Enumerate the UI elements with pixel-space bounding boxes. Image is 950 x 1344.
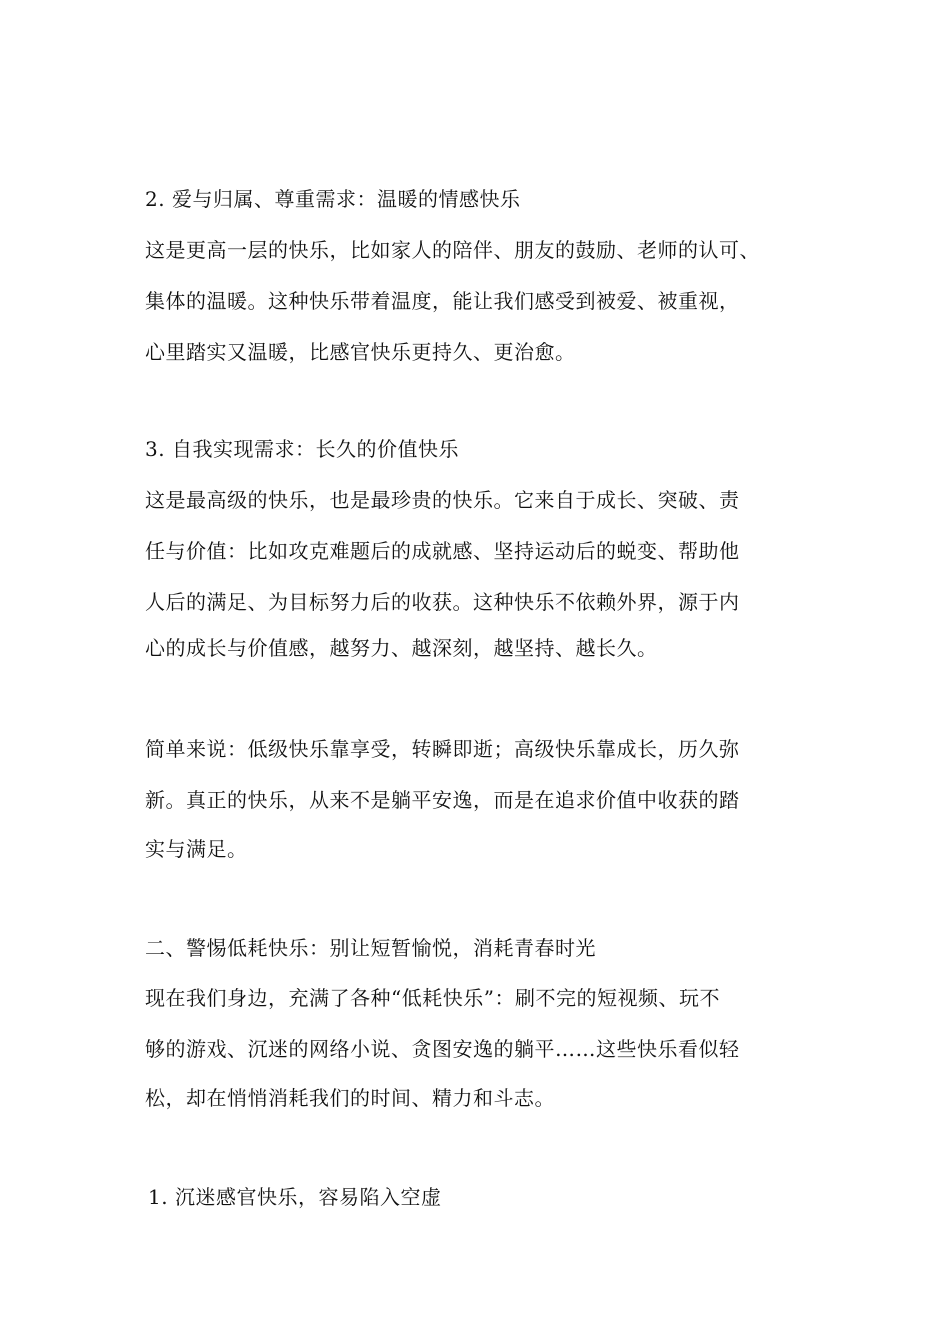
paragraph-line: 这是更高一层的快乐，比如家人的陪伴、朋友的鼓励、老师的认可、 [145, 238, 760, 262]
paragraph-line: 心的成长与价值感，越努力、越深刻，越坚持、越长久。 [145, 636, 658, 660]
paragraph-line: 心里踏实又温暖，比感官快乐更持久、更治愈。 [145, 340, 576, 364]
paragraph-line: 集体的温暖。这种快乐带着温度，能让我们感受到被爱、被重视， [145, 289, 740, 313]
section-heading-self-actualization: 3. 自我实现需求：长久的价值快乐 [145, 437, 459, 461]
section-heading-sensory-pleasure: 1. 沉迷感官快乐，容易陷入空虚 [148, 1185, 442, 1209]
paragraph-line: 这是最高级的快乐，也是最珍贵的快乐。它来自于成长、突破、责 [145, 488, 740, 512]
paragraph-line: 现在我们身边，充满了各种“低耗快乐”：刷不完的短视频、玩不 [145, 986, 720, 1010]
paragraph-line: 实与满足。 [145, 837, 248, 861]
paragraph-line: 新。真正的快乐，从来不是躺平安逸，而是在追求价值中收获的踏 [145, 788, 740, 812]
paragraph-line: 任与价值：比如攻克难题后的成就感、坚持运动后的蜕变、帮助他 [145, 539, 740, 563]
paragraph-line: 松，却在悄悄消耗我们的时间、精力和斗志。 [145, 1086, 555, 1110]
section-heading-belonging: 2. 爱与归属、尊重需求：温暖的情感快乐 [145, 187, 521, 211]
paragraph-line: 简单来说：低级快乐靠享受，转瞬即逝；高级快乐靠成长，历久弥 [145, 737, 740, 761]
section-heading-low-cost-pleasure: 二、警惕低耗快乐：别让短暂愉悦，消耗青春时光 [145, 936, 596, 960]
paragraph-line: 够的游戏、沉迷的网络小说、贪图安逸的躺平……这些快乐看似轻 [145, 1037, 740, 1061]
paragraph-line: 人后的满足、为目标努力后的收获。这种快乐不依赖外界，源于内 [145, 590, 740, 614]
